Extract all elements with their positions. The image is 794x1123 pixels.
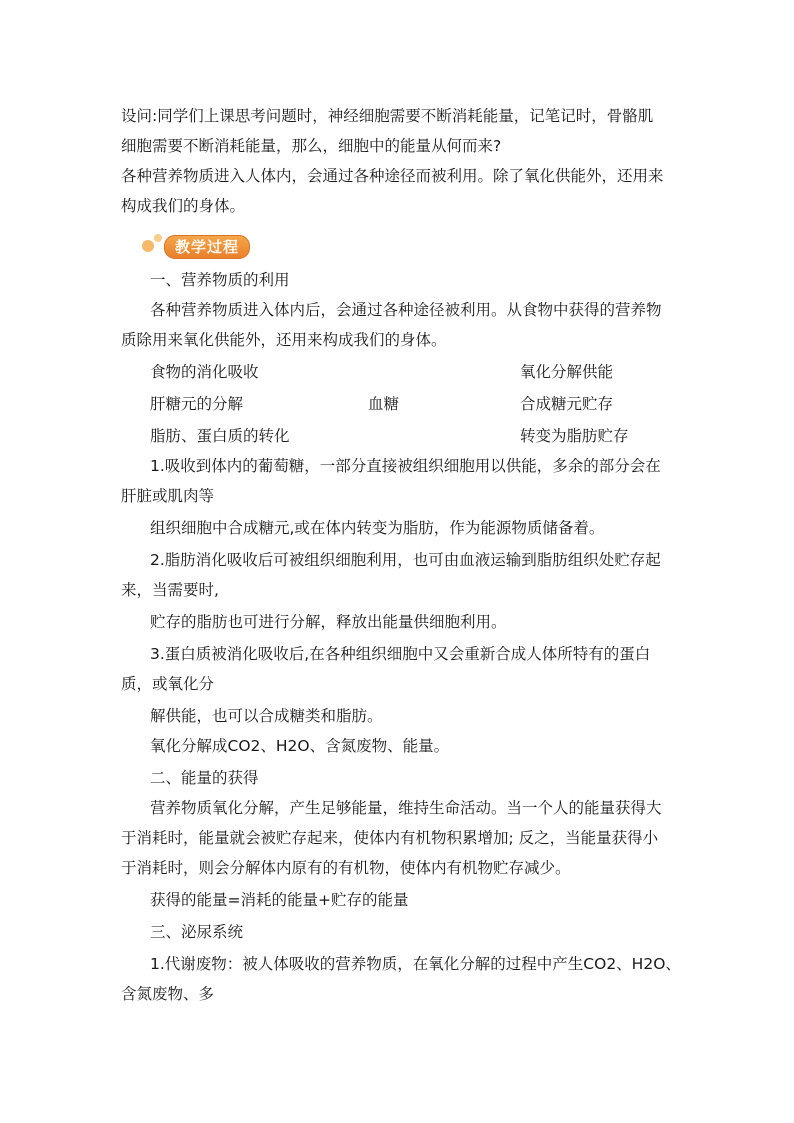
item1-line-2: 肝脏或肌肉等 [121,487,215,505]
teaching-process-label: 教学过程 [164,235,250,259]
section2-paragraph-line-2: 于消耗时，能量就会被贮存起来，使体内有机物积累增加; 反之，当能量获得小 [121,829,659,847]
diagram-use-oxidation: 氧化分解供能 [520,363,614,381]
diagram-center-blood-sugar: 血糖 [368,395,400,413]
section1-paragraph-line-1: 各种营养物质进入体内后，会通过各种途径被利用。从食物中获得的营养物 [150,301,662,319]
diagram-use-fat-storage: 转变为脂肪贮存 [520,427,629,445]
section3-item1-line-2: 含氮废物、多 [121,985,215,1003]
energy-formula: 获得的能量=消耗的能量+贮存的能量 [150,891,409,909]
item3-line-3: 解供能，也可以合成糖类和脂肪。 [150,707,383,725]
item3-line-2: 质，或氧化分 [121,675,215,693]
item2-line-2: 来，当需要时, [121,581,219,599]
intro-question-line-2: 细胞需要不断消耗能量，那么，细胞中的能量从何而来? [121,137,502,155]
intro-question-line-1: 设问:同学们上课思考问题时，神经细胞需要不断消耗能量，记笔记时，骨骼肌 [121,107,654,125]
intro-paragraph-line-1: 各种营养物质进入人体内，会通过各种途径而被利用。除了氧化供能外，还用来 [121,167,664,185]
section1-paragraph-line-2: 质除用来氧化供能外，还用来构成我们的身体。 [121,331,447,349]
diagram-source-conversion: 脂肪、蛋白质的转化 [150,427,290,445]
item2-line-1: 2.脂肪消化吸收后可被组织细胞利用，也可由血液运输到脂肪组织处贮存起 [150,551,661,569]
section2-title: 二、能量的获得 [150,769,259,787]
section2-paragraph-line-1: 营养物质氧化分解，产生足够能量，维持生命活动。当一个人的能量获得大 [150,799,662,817]
section3-item1-line-1: 1.代谢废物：被人体吸收的营养物质，在氧化分解的过程中产生CO2、H2O、 [150,955,681,973]
intro-paragraph-line-2: 构成我们的身体。 [121,197,246,215]
item1-line-1: 1.吸收到体内的葡萄糖，一部分直接被组织细胞用以供能，多余的部分会在 [150,457,661,475]
item3-line-4: 氧化分解成CO2、H2O、含氮废物、能量。 [150,737,450,755]
diagram-source-glycogen: 肝糖元的分解 [150,395,244,413]
diagram-use-glycogen-storage: 合成糖元贮存 [520,395,614,413]
diagram-source-digestion: 食物的消化吸收 [150,363,259,381]
item1-line-3: 组织细胞中合成糖元,或在体内转变为脂肪，作为能源物质储备着。 [150,519,605,537]
item2-line-3: 贮存的脂肪也可进行分解，释放出能量供细胞利用。 [150,613,507,631]
section2-paragraph-line-3: 于消耗时，则会分解体内原有的有机物，使体内有机物贮存减少。 [121,859,571,877]
item3-line-1: 3.蛋白质被消化吸收后,在各种组织细胞中又会重新合成人体所特有的蛋白 [150,645,651,663]
section1-title: 一、营养物质的利用 [150,271,290,289]
section3-title: 三、泌尿系统 [150,923,244,941]
